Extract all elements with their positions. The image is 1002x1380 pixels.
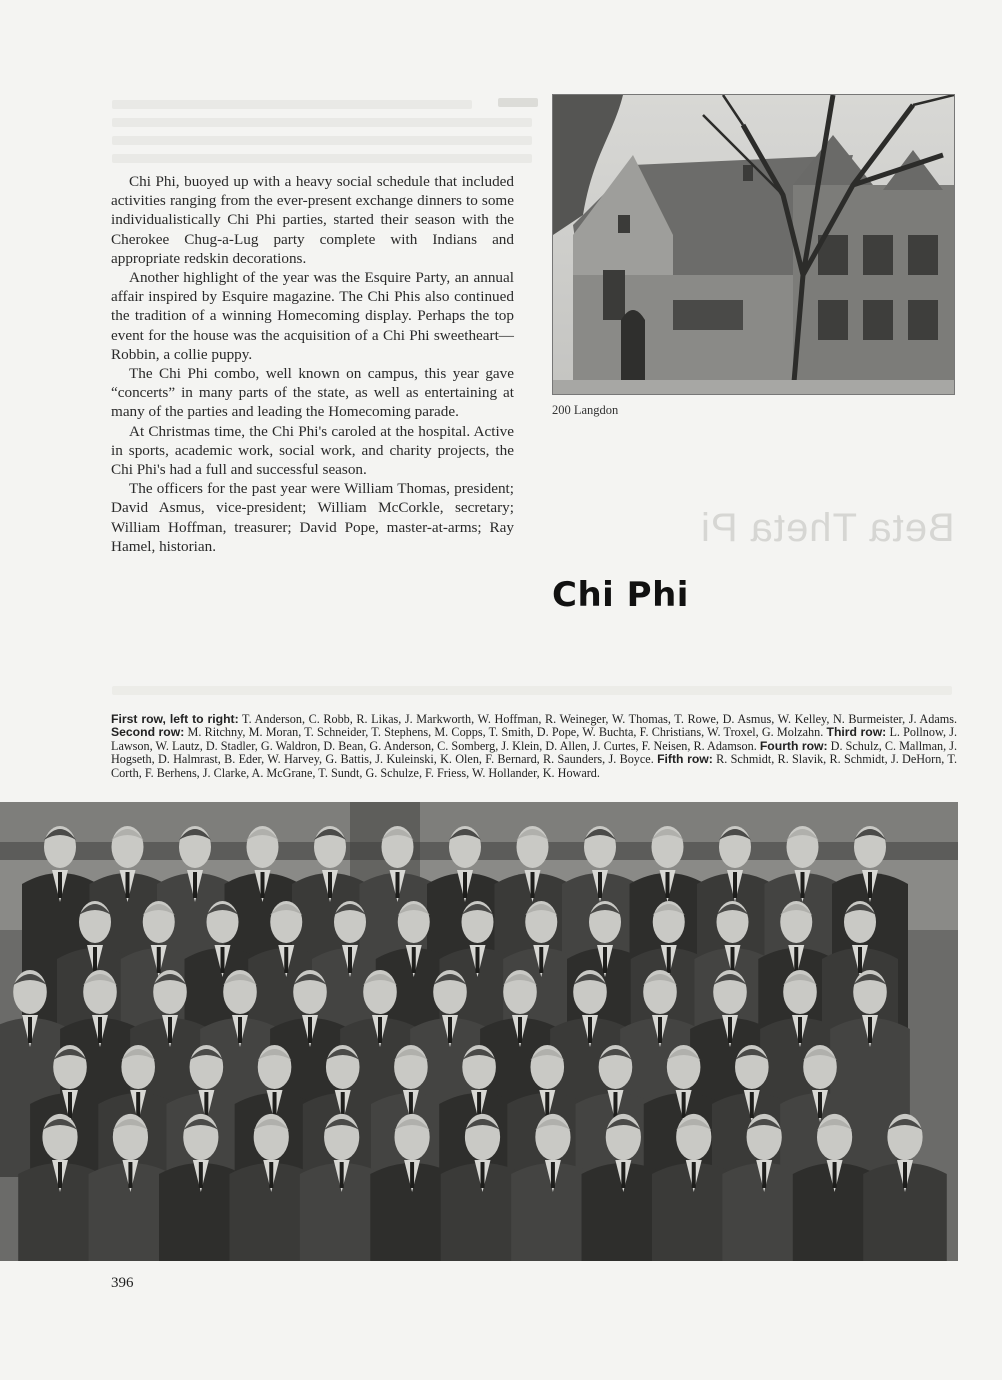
group-photo [0, 802, 958, 1261]
page-title: Chi Phi [552, 575, 689, 615]
person-tie [412, 947, 416, 973]
person-tie [193, 872, 197, 898]
paragraph: At Christmas time, the Chi Phi's caroled at the hospital. Active in sports, academic work, social work, and charity projects, the Chi Phi's had a full and successful season. [111, 422, 514, 479]
person-tie [692, 1162, 696, 1188]
person-tie [613, 1092, 617, 1118]
person-tie [448, 1017, 452, 1043]
person-tie [378, 1017, 382, 1043]
paragraph: The officers for the past year were William Thomas, president; David Asmus, vice-president; William McCorkle, secretary; William Hoffman, treasurer; David Pope, master-at-arms; Ray Hamel, historian. [111, 480, 514, 555]
person-tie [328, 872, 332, 898]
person-tie [598, 872, 602, 898]
group-illustration [0, 802, 958, 1261]
person-tie [410, 1162, 414, 1188]
row-names: R. Schmidt, R. Slavik, R. Schmidt, J. DeHorn, T. Corth, F. Berhens, J. Clarke, A. McGrane, T. Sundt, G. Schulze, F. Friess, W. Hollander, K. Howard. [111, 752, 958, 780]
person-tie [168, 1017, 172, 1043]
person-tie [682, 1092, 686, 1118]
person-tie [798, 1017, 802, 1043]
person-tie [762, 1162, 766, 1188]
person-tie [204, 1092, 208, 1118]
person-tie [545, 1092, 549, 1118]
row-label: First row, left to right: [111, 712, 239, 726]
row-names: D. Schulz, C. Mallman, J. Hogseth, D. Halmrast, B. Eder, W. Harvey, G. Battis, J. Kuleinski, K. Olen, F. Bernard, R. Saunders, J. Boyce. [111, 738, 958, 767]
person-tie [518, 1017, 522, 1043]
row-names: T. Anderson, C. Robb, R. Likas, J. Markworth, W. Hoffman, R. Weineger, W. Thomas, T. Rowe, D. Asmus, W. Kelley, N. Burmeister, J. Adams. [242, 712, 958, 726]
house-illustration [553, 95, 954, 394]
person-tie [157, 947, 161, 973]
row-names: L. Pollnow, J. Lawson, W. Lautz, D. Stadler, G. Waldron, D. Bean, G. Anderson, C. Somberg, J. Klein, D. Allen, J. Curtes, F. Neisen, R. Adamson. [111, 725, 958, 753]
person-tie [261, 872, 265, 898]
person-tie [731, 947, 735, 973]
row-label: Second row: [111, 725, 185, 740]
person-tie [603, 947, 607, 973]
person-tie [58, 1162, 62, 1188]
person-tie [728, 1017, 732, 1043]
article-body [111, 172, 514, 556]
page-number: 396 [111, 1275, 134, 1291]
person-tie [126, 872, 130, 898]
person-tie [284, 947, 288, 973]
person-tie [340, 1162, 344, 1188]
people-group [0, 826, 947, 1261]
person-tie [476, 947, 480, 973]
person-tie [481, 1162, 485, 1188]
person-tie [621, 1162, 625, 1188]
person-tie [269, 1162, 273, 1188]
person-tie [136, 1092, 140, 1118]
ghost-heading: Beta Theta Pi [700, 506, 955, 550]
person-tie [833, 1162, 837, 1188]
person-tie [221, 947, 225, 973]
person-tie [58, 872, 62, 898]
person-tie [308, 1017, 312, 1043]
row-names: M. Ritchny, M. Moran, T. Schneider, T. Stephens, M. Copps, T. Smith, D. Pope, W. Buchta, F. Christians, W. Troxel, G. Molzahn. [187, 725, 824, 740]
person-tie [551, 1162, 555, 1188]
paragraph: Another highlight of the year was the Esquire Party, an annual affair inspired by Esquire magazine. The Chi Phis also continued the tradition of a winning Homecoming display. Perhaps the top event for the house was the acquisition of a Chi Phi sweetheart—Robbin, a collie puppy. [111, 269, 514, 363]
paragraph: Chi Phi, buoyed up with a heavy social schedule that included activities ranging from the ever-present exchange dinners to some individualistically Chi Phi parties, started their season with the Cherokee Chug-a-Lug party complete with Indians and appropriate redskin decorations. [111, 173, 514, 267]
person-tie [588, 1017, 592, 1043]
person-tie [750, 1092, 754, 1118]
person-tie [539, 947, 543, 973]
person-tie [238, 1017, 242, 1043]
person-tie [858, 947, 862, 973]
person-tie [658, 1017, 662, 1043]
photo-caption: 200 Langdon [552, 403, 619, 417]
row-label: Third row: [826, 725, 887, 740]
person-tie [98, 1017, 102, 1043]
roster-caption [111, 713, 957, 780]
person-tie [666, 872, 670, 898]
person-tie [199, 1162, 203, 1188]
person-tie [801, 872, 805, 898]
person-tie [667, 947, 671, 973]
person-tie [68, 1092, 72, 1118]
person-tie [28, 1017, 32, 1043]
house-photo [552, 94, 955, 395]
person-tie [818, 1092, 822, 1118]
row-label: Fifth row: [657, 752, 713, 767]
person-tie [868, 872, 872, 898]
person-tie [93, 947, 97, 973]
row-label: Fourth row: [759, 738, 828, 753]
person-tie [128, 1162, 132, 1188]
paragraph: The Chi Phi combo, well known on campus, this year gave “concerts” in many parts of the state, as well as entertaining at many of the parties and leading the Homecoming parade. [111, 365, 514, 421]
person-tie [903, 1162, 907, 1188]
person-tie [396, 872, 400, 898]
person-tie [794, 947, 798, 973]
person-tie [348, 947, 352, 973]
person-tie [531, 872, 535, 898]
person-tie [868, 1017, 872, 1043]
person-tie [733, 872, 737, 898]
person-tie [463, 872, 467, 898]
